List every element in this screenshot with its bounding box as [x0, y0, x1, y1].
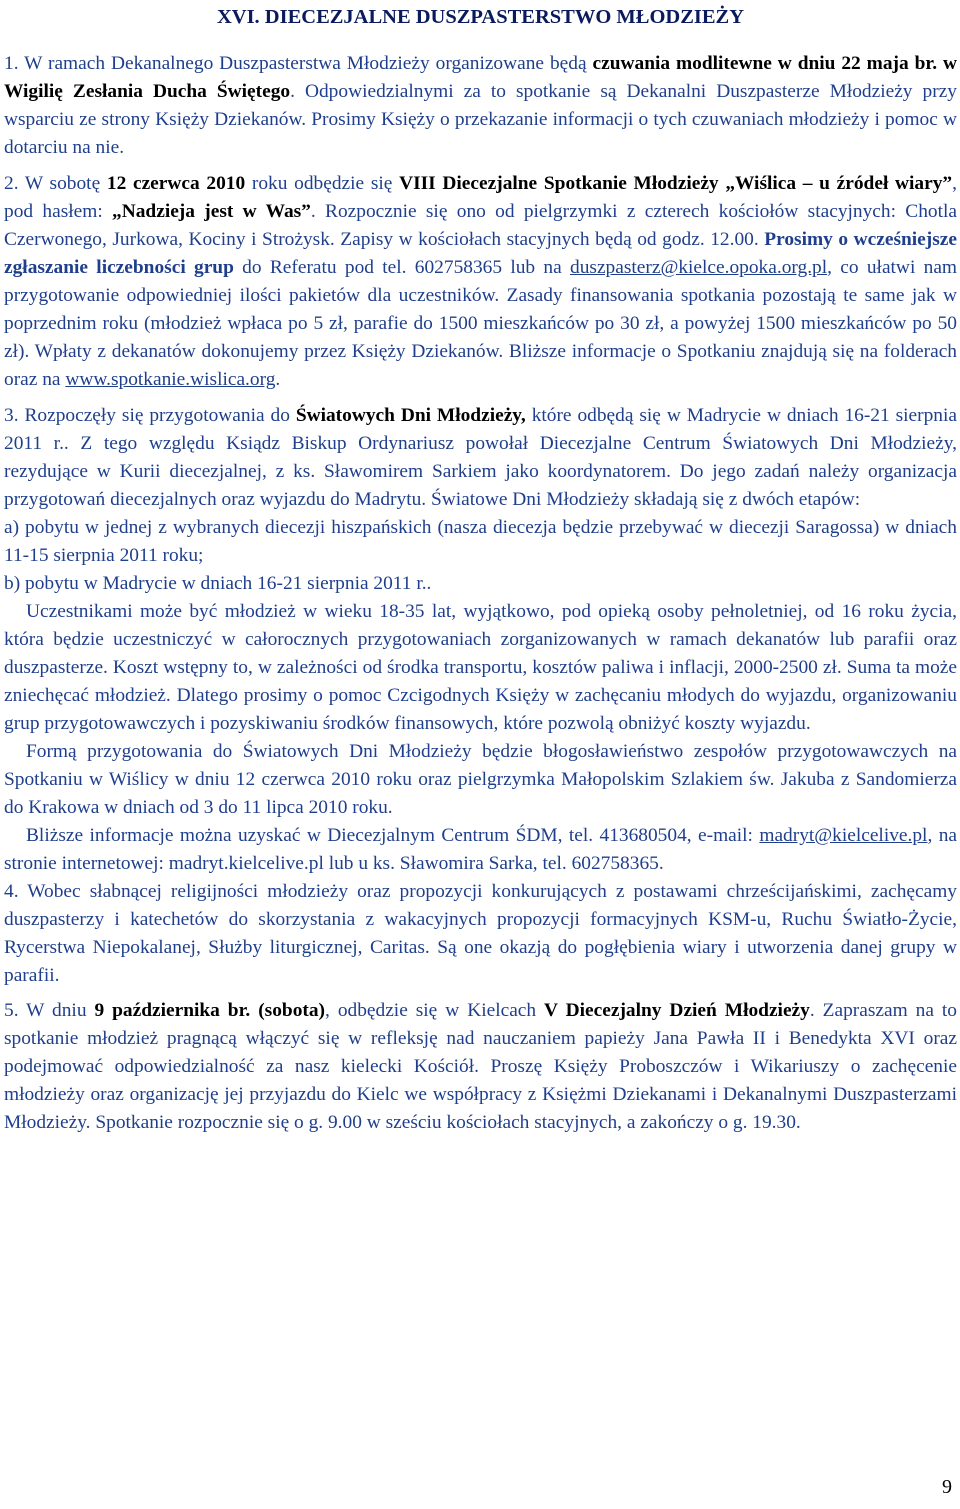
p2-request: Prosimy o wcześniejsze zgłaszanie liczebności grup — [4, 229, 957, 278]
paragraph-3 — [4, 402, 957, 514]
p1-rest: . Odpowiedzialnymi za to spotkanie są Dekanalni Duszpasterze Młodzieży przy wsparciu ze strony Księży Dziekanów. Prosimy Księży o przekazanie informacji o tych czuwaniach młodzieży i pomoc w dotarciu na nie. — [4, 81, 957, 158]
email-link[interactable]: duszpasterz@kielce.opoka.org.pl — [570, 257, 828, 278]
paragraph-3-participants: Uczestnikami może być młodzież w wieku 18-35 lat, wyjątkowo, pod opieką osoby pełnoletniej, od 16 roku życia, która będzie uczestniczyć w całorocznych przygotowaniach zorganizowanych w ramach dekanatów lub parafii oraz duszpasterze. Koszt wstępny to, w zależności od środka transportu, kosztów paliwa i inflacji, 2000-2500 zł. Suma ta może zniechęcać młodzież. Dlatego prosimy o pomoc Czcigodnych Księży w zachęcaniu młodych do wyjazdu, organizowaniu grup przygotowawczych i pozyskiwaniu środków finansowych, które pozwolą obniżyć koszty wyjazdu. — [4, 601, 957, 734]
paragraph-2 — [4, 170, 957, 394]
page-number: 9 — [942, 1476, 952, 1498]
madryt-email-link[interactable]: madryt@kielcelive.pl — [759, 825, 928, 846]
p2-g: . Rozpocznie się ono od pielgrzymki z czterech kościołów stacyjnych: Chotla Czerwonego, Jurkowa, Kociny i Strożysk. Zapisy w kościołach stacyjnych będą od godz. 12.00. — [4, 201, 958, 250]
p1-bold: czuwania modlitewne w dniu 22 maja br. w Wigilię Zesłania Ducha Świętego — [4, 53, 957, 102]
list-item-b: b) pobytu w Madrycie w dniach 16-21 sierpnia 2011 r.. — [4, 573, 432, 594]
p5-event: V Diecezjalny Dzień Młodzieży — [544, 1000, 810, 1021]
p3-a: 3. Rozpoczęły się przygotowania do — [4, 405, 296, 426]
p5-e: . Zapraszam na to spotkanie młodzież pragnącą włączyć się w refleksję nad nauczaniem papieży Jana Pawła II i Benedykta XVI oraz podejmować odpowiedzialność za nasz kielecki Kościół. Proszę Księży Proboszczów i Wikariuszy o zachęcenie młodzieży oraz organizację jej przyjazdu do Kielc we współpracy z Księżmi Dziekanami i Dekanalnymi Duszpasterzami Młodzieży. Spotkanie rozpocznie się o g. 9.00 w sześciu kościołach stacyjnych, a zakończy o g. 19.30. — [4, 1000, 957, 1133]
p3-info-b: , na stronie internetowej: madryt.kielcelive.pl lub u ks. Sławomira Sarka, tel. 602758365. — [4, 825, 957, 874]
p5-a: 5. W dniu — [4, 1000, 95, 1021]
p2-i: do Referatu pod tel. 602758365 lub na — [233, 257, 571, 278]
p2-motto: „Nadzieja jest w Was” — [112, 201, 311, 222]
p2-k: . — [275, 369, 281, 390]
paragraph-3-preparation: Formą przygotowania do Światowych Dni Młodzieży będzie błogosławieństwo zespołów przygotowawczych na Spotkaniu w Wiślicy w dniu 12 czerwca 2010 roku oraz pielgrzymka Małopolskim Szlakiem św. Jakuba z Sandomierza do Krakowa w dniach od 3 do 11 lipca 2010 roku. — [4, 741, 957, 818]
paragraph-4: 4. Wobec słabnącej religijności młodzieży oraz propozycji konkurujących z postawami chrześcijańskimi, zachęcamy duszpasterzy i katechetów do skorzystania z wakacyjnych propozycji formacyjnych KSM-u, Ruchu Światło-Życie, Rycerstwa Niepokalanej, Służby liturgicznej, Caritas. Są one okazją do pogłębienia wiary i utworzenia danej grupy w parafii. — [4, 881, 957, 986]
document-page — [4, 4, 957, 1137]
website-link[interactable]: www.spotkanie.wislica.org — [65, 369, 276, 390]
p5-date: 9 października br. (sobota) — [94, 1000, 326, 1021]
paragraph-1 — [4, 50, 957, 162]
paragraph-3-info — [4, 822, 957, 878]
p3-wyd: Światowych Dni Młodzieży, — [295, 405, 526, 426]
p2-e: , pod hasłem: — [4, 173, 957, 222]
p3-c: które odbędą się w Madrycie w dniach 16-21 sierpnia 2011 r.. Z tego względu Ksiądz Biskup Ordynariusz powołał Diecezjalne Centrum Światowych Dni Młodzieży, rezydujące w Kurii diecezjalnej, z ks. Sławomirem Sarkiem jako koordynatorem. Do jego zadań należy organizacja przygotowań diecezjalnych oraz wyjazdu do Madrytu. Światowe Dni Młodzieży składają się z dwóch etapów: — [4, 405, 957, 510]
p2-c: roku odbędzie się — [245, 173, 400, 194]
p2-date: 12 czerwca 2010 — [106, 173, 246, 194]
p2-a: 2. W sobotę — [4, 173, 107, 194]
list-item-a: a) pobytu w jednej z wybranych diecezji hiszpańskich (nasza diecezja będzie przebywać w diecezji Saragossa) w dniach 11-15 sierpnia 2011 roku; — [4, 517, 957, 566]
p5-c: , odbędzie się w Kielcach — [325, 1000, 545, 1021]
paragraph-5 — [4, 997, 957, 1137]
section-heading: XVI. DIECEZJALNE DUSZPASTERSTWO MŁODZIEŻY — [216, 6, 745, 28]
p2-event: VIII Diecezjalne Spotkanie Młodzieży „Wiślica – u źródeł wiary” — [399, 173, 953, 194]
p2-j: , co ułatwi nam przygotowanie odpowiedniej ilości pakietów dla uczestników. Zasady finansowania spotkania pozostają te same jak w poprzednim roku (młodzież wpłaca po 5 zł, parafie do 1500 mieszkańców po 30 zł, a powyżej 1500 mieszkańców po 50 zł). Wpłaty z dekanatów dokonujemy przez Księży Dziekanów. Bliższe informacje o Spotkaniu znajdują się na folderach oraz na — [4, 257, 958, 390]
p3-info-a: Bliższe informacje można uzyskać w Diecezjalnym Centrum ŚDM, tel. 413680504, e-mail: — [26, 825, 760, 846]
p1-intro: 1. W ramach Dekanalnego Duszpasterstwa Młodzieży organizowane będą — [4, 53, 593, 74]
